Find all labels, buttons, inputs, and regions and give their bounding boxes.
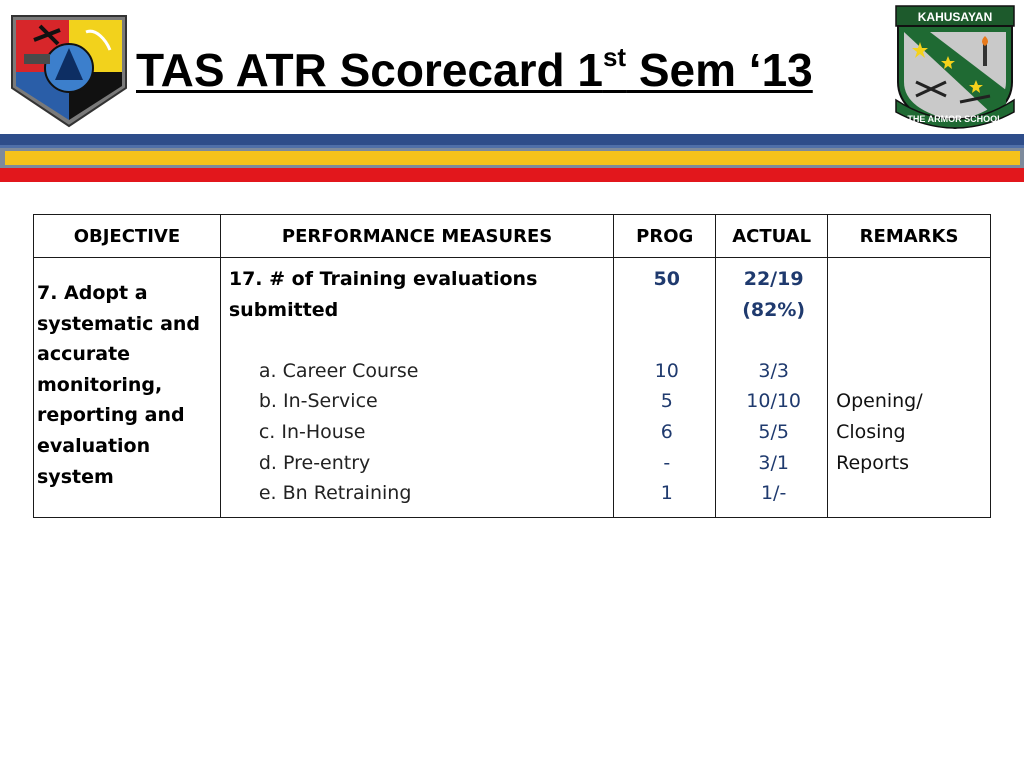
objective-line: monitoring, xyxy=(37,373,163,396)
remarks-line: Opening/ xyxy=(836,390,923,413)
actual-item: 10/10 xyxy=(746,390,802,413)
header-remarks: REMARKS xyxy=(828,215,991,258)
title-superscript: st xyxy=(602,42,627,72)
objective-line: systematic and xyxy=(37,312,201,335)
logo-armor-school-text: THE ARMOR SCHOOL xyxy=(907,114,1003,124)
remarks-cell xyxy=(828,258,991,518)
header-band-red xyxy=(0,168,1024,182)
page-title xyxy=(136,44,813,96)
measure-title-line: 17. # of Training evaluations xyxy=(228,268,538,290)
actual-item: 1/- xyxy=(760,482,787,505)
measure-item: e. Bn Retraining xyxy=(258,482,412,505)
performance-measures-cell xyxy=(220,258,613,518)
objective-line: 7. Adopt a xyxy=(37,282,148,304)
armor-school-shield-logo xyxy=(890,4,1020,132)
objective-line: accurate xyxy=(37,343,131,366)
measure-title-line: submitted xyxy=(228,298,339,321)
prog-item: - xyxy=(663,451,671,474)
logo-kahusayan-text: KAHUSAYAN xyxy=(917,10,993,24)
title-main: TAS ATR Scorecard 1 xyxy=(136,44,603,96)
scorecard-table xyxy=(33,214,991,518)
prog-total: 50 xyxy=(653,268,680,290)
actual-item: 5/5 xyxy=(758,420,789,443)
objective-line: reporting and xyxy=(37,404,185,427)
header-band-yellow xyxy=(5,151,1020,165)
title-tail: Sem ‘13 xyxy=(626,44,813,96)
measure-item: b. In-Service xyxy=(258,390,378,413)
objective-cell xyxy=(34,258,221,518)
header-actual: ACTUAL xyxy=(716,215,828,258)
actual-total: 22/19 xyxy=(743,268,804,290)
remarks-line: Closing xyxy=(836,420,906,443)
actual-percent: (82%) xyxy=(742,298,806,321)
prog-cell xyxy=(614,258,716,518)
prog-item: 10 xyxy=(654,359,679,382)
header-prog: PROG xyxy=(614,215,716,258)
actual-item: 3/1 xyxy=(758,451,789,474)
measure-item: c. In-House xyxy=(258,420,366,443)
prog-item: 1 xyxy=(660,482,673,505)
table-header-row xyxy=(34,215,991,258)
measure-item: a. Career Course xyxy=(258,359,419,382)
objective-line: evaluation xyxy=(37,434,151,457)
left-insignia-logo xyxy=(10,10,128,128)
actual-cell xyxy=(716,258,828,518)
table-row xyxy=(34,258,991,518)
prog-item: 5 xyxy=(660,390,673,413)
header-objective: OBJECTIVE xyxy=(34,215,221,258)
prog-item: 6 xyxy=(660,420,673,443)
remarks-line: Reports xyxy=(836,451,909,474)
measure-item: d. Pre-entry xyxy=(258,451,371,474)
header-performance-measures: PERFORMANCE MEASURES xyxy=(220,215,613,258)
objective-line: system xyxy=(37,465,114,488)
actual-item: 3/3 xyxy=(758,359,789,382)
